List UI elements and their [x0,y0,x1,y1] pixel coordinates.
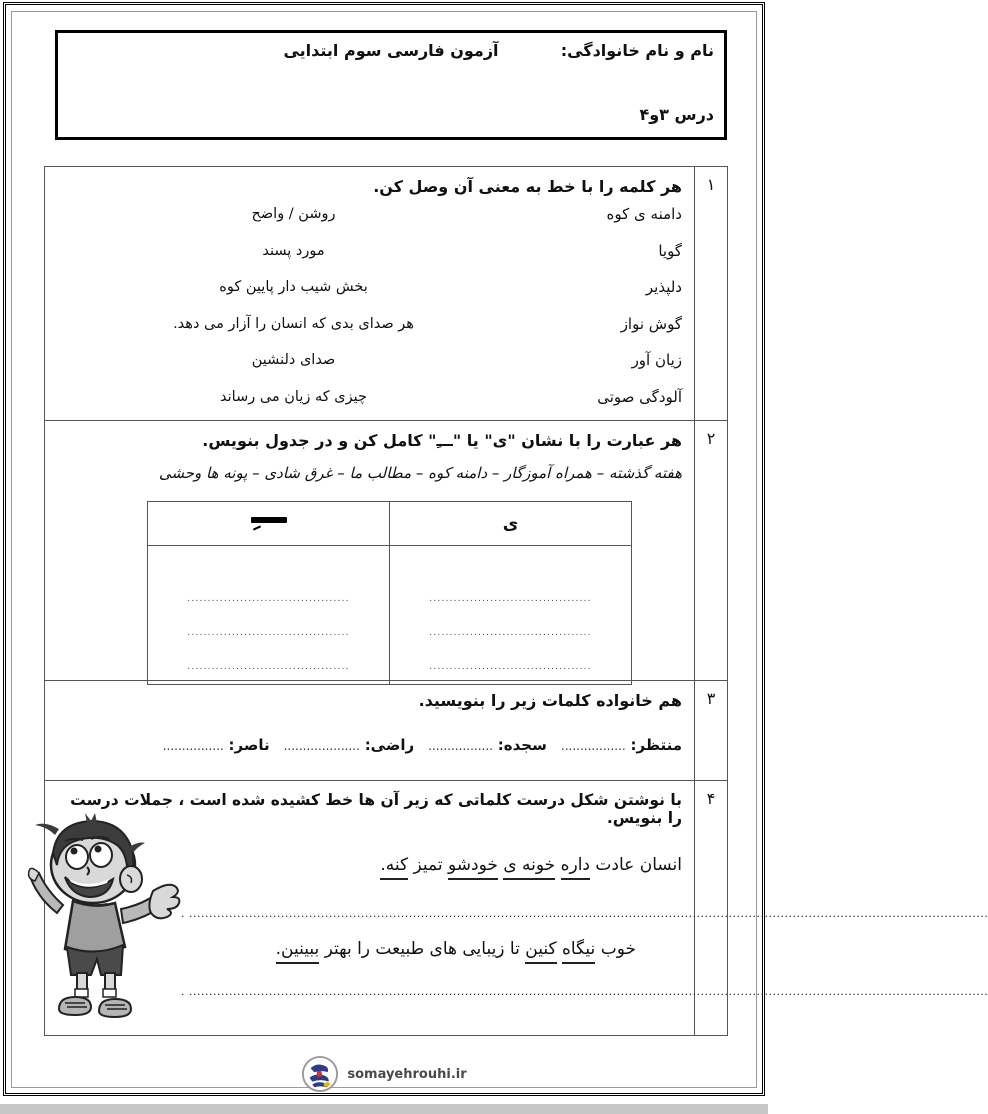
match-meaning: صدای دلنشین [251,352,336,369]
dotted-answer-line: ................. [428,739,493,753]
dotted-answer-line: ........................................ [429,594,592,604]
match-pair-row [55,196,682,233]
dotted-answer-line: ................ [162,739,224,753]
match-word: آلودگی صوتی [597,387,682,406]
sentence-part [555,855,560,875]
section-2-title: هر عبارت را با نشان "ی" یا "ـــِ" کامل کن و در جدول بنویس. [202,431,682,450]
dotted-answer-line: ................. [560,739,626,753]
bottom-edge-strip [0,1104,768,1114]
section-2-content [45,421,694,680]
match-word: گوش نواز [620,314,682,333]
section-4-number: ۴ [694,781,727,1035]
word-family-item [163,736,270,754]
underlined-word: نیگاه [562,939,595,964]
fill-table [147,501,632,685]
dotted-answer-line: ........................................ [187,662,350,672]
dotted-answer-line: ........................................ [429,628,592,638]
section-3 [45,681,727,781]
sentence-part: تا زیبایی های طبیعت را بهتر [319,939,526,959]
match-meaning: هر صدای بدی که انسان را آزار می دهد. [173,315,414,332]
match-pair-row [55,306,682,343]
fill-table-wrap [45,501,632,685]
match-word: دلپذیر [645,278,682,297]
fill-table-ya-header: ی [390,502,632,546]
dotted-answer-line: ........................................ [187,594,350,604]
match-word: زیان آور [631,351,682,370]
footer-website: somayehrouhi.ir [347,1066,467,1082]
section-1-title: هر کلمه را با خط به معنی آن وصل کن. [373,177,682,196]
sentence-part: تمیز [408,855,449,875]
family-word: ناصر: [228,736,270,754]
underlined-word: ببینین. [276,939,320,964]
header-box [55,30,727,140]
family-word: سجده: [497,736,547,754]
sentence-1 [185,855,682,875]
dotted-answer-line: .................... [283,739,360,753]
section-2-number: ۲ [694,421,727,680]
section-3-number: ۳ [694,681,727,780]
section-3-content [45,681,694,780]
section-1-content [45,167,694,420]
sentence-2 [185,939,636,959]
word-family-row [55,736,682,754]
word-family-item [428,736,547,754]
match-pair-row [55,379,682,416]
footer [0,1052,768,1096]
match-pair-row [55,233,682,270]
student-name-label: نام و نام خانوادگی: [560,41,714,60]
dotted-answer-line: ........................................ [429,662,592,672]
fill-table-kasra-header [148,502,390,546]
dotted-answer-line: ........................................ [187,628,350,638]
underlined-word: کنین [525,939,556,964]
family-word: راضی: [364,736,415,754]
section-4 [45,781,988,1035]
word-family-item [284,736,415,754]
match-meaning: بخش شیب دار پایین کوه [219,279,368,296]
match-word: دامنه ی کوه [606,205,682,224]
match-pair-row [55,342,682,379]
word-bank: هفته گذشته – همراه آموزگار – دامنه کوه – مطالب ما – غرق شادی – پونه ها وحشی [158,464,682,482]
exam-title: آزمون فارسی سوم ابتدایی [283,41,499,60]
section-1-number: ۱ [694,167,727,420]
match-meaning: روشن / واضح [251,206,336,223]
match-meaning: چیزی که زیان می رساند [220,388,367,405]
lesson-label: درس ۳و۴ [639,105,714,124]
section-3-title: هم خانواده کلمات زیر را بنویسید. [418,691,682,710]
underlined-word: داره [561,855,590,880]
family-word: منتظر: [630,736,682,754]
answer-dotted-line: . ........................................................................................................................................................................................................ [181,907,988,920]
answer-dotted-line: . ........................................................................................................................................................................................................ [181,985,988,998]
sentence-part: انسان عادت [590,855,682,875]
worksheet-table [44,166,988,1036]
section-2 [45,421,727,681]
match-word: گویا [658,241,682,260]
match-pair-row [55,269,682,306]
section-1 [45,167,727,421]
footer-logo-icon [301,1055,339,1093]
cartoon-boy-image [29,813,179,1021]
word-family-item [561,736,682,754]
section-4-content [45,781,988,1035]
underlined-word: خونه ی [503,855,555,880]
section-4-title: با نوشتن شکل درست کلماتی که زیر آن ها خط کشیده شده است ، جملات درست را بنویس. [70,791,682,827]
underlined-word: خودشو [448,855,498,880]
underlined-word: کنه. [380,855,408,880]
fill-table-ya-cell [390,546,632,685]
fill-table-kasra-cell [148,546,390,685]
kasra-bar-icon [251,517,287,529]
match-meaning: مورد پسند [262,242,325,259]
sentence-part: خوب [595,939,636,959]
